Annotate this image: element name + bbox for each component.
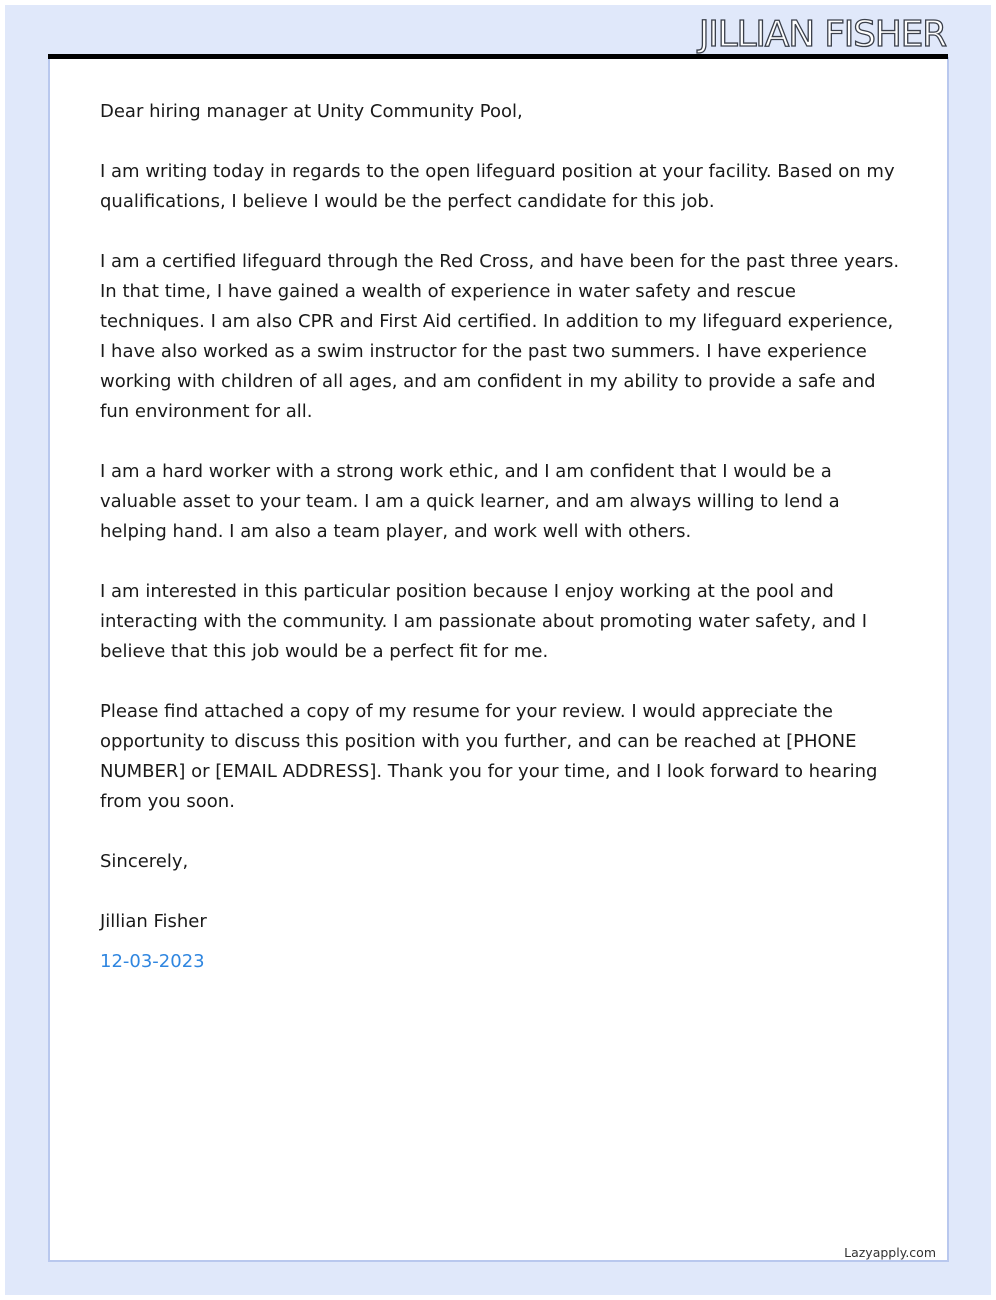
salutation: Dear hiring manager at Unity Community Pool,: [100, 101, 523, 122]
closing: Sincerely,: [100, 851, 189, 872]
letter-date: 12-03-2023: [100, 951, 205, 972]
paragraph-contact: Please find attached a copy of my resume for your review. I would appreciate the opportunity to discuss this position with you further, and can be reached at [PHONE NUMBER] or [EMAIL ADDRESS]. Thank you for your time, and I look forward to hearing from you soon.: [100, 701, 878, 812]
signature-name: Jillian Fisher: [100, 911, 207, 932]
paragraph-experience: I am a certified lifeguard through the Red Cross, and have been for the past three years. In that time, I have gained a wealth of experience in water safety and rescue techniques. I am also CPR and First Aid certified. In addition to my lifeguard experience, I have also worked as a swim instructor for the past two summers. I have experience working with children of all ages, and am confident in my ability to provide a safe and fun environment for all.: [100, 251, 900, 422]
paragraph-intro: I am writing today in regards to the open lifeguard position at your facility. Based on my qualifications, I believe I would be the perfect candidate for this job.: [100, 161, 895, 212]
paragraph-work-ethic: I am a hard worker with a strong work ethic, and I am confident that I would be a valuable asset to your team. I am a quick learner, and am always willing to lend a helping hand. I am also a team player, and work well with others.: [100, 461, 840, 542]
cover-letter-body: [100, 97, 900, 977]
applicant-name-heading: JILLIAN FISHER: [698, 14, 946, 55]
paragraph-interest: I am interested in this particular position because I enjoy working at the pool and interacting with the community. I am passionate about promoting water safety, and I believe that this job would be a perfect fit for me.: [100, 581, 868, 662]
watermark-text: Lazyapply.com: [844, 1245, 936, 1260]
